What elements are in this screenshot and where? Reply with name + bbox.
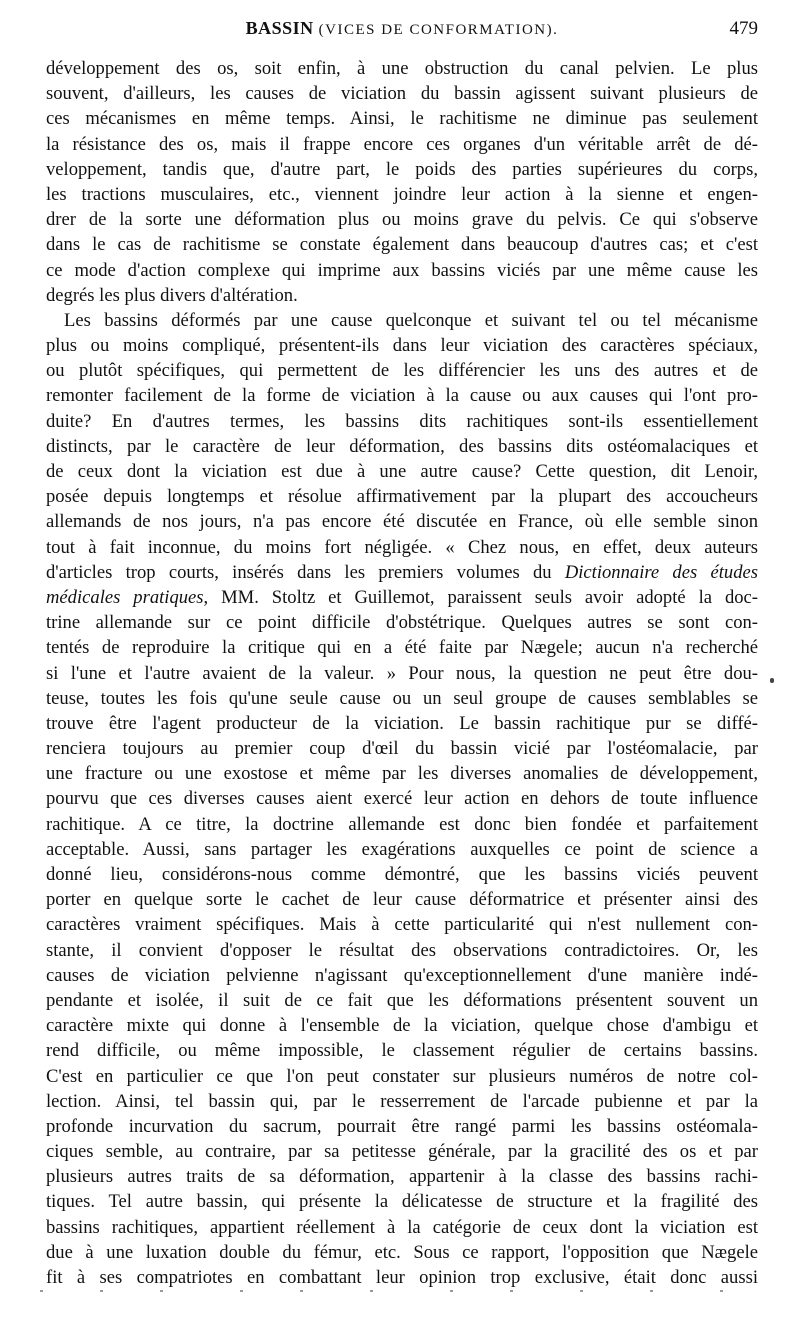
text-line: due à une luxation double du fémur, etc. Sous ce rapport, l'opposition que Nægele [46,1241,758,1263]
text-line: tiques. Tel autre bassin, qui présente la délicatesse de structure et la fragilité des [46,1191,758,1213]
text-line: tout à fait inconnue, du moins fort négligée. « Chez nous, en effet, deux auteurs [46,536,758,558]
running-title-main: BASSIN [245,18,314,38]
text-line: caractères vraiment spécifiques. Mais à cette particularité qui n'est nullement con- [46,914,758,936]
text-line: caractère mixte qui donne à l'ensemble de la viciation, quelque chose d'ambigu et [46,1015,758,1037]
text-line: si l'une et l'autre avaient de la valeur. » Pour nous, la question ne peut être dou- [46,662,758,684]
italic-title: Dictionnaire des études [564,561,758,583]
text-line: ces mécanismes en même temps. Ainsi, le rachitisme ne diminue pas seulement [46,108,758,130]
text-line: bassins rachitiques, appartient réellement à la catégorie de ceux dont la viciation est [46,1216,758,1238]
text-line: rachitique. A ce titre, la doctrine allemande est donc bien fondée et parfaitement [46,813,758,835]
text-line: veloppement, tandis que, d'autre part, le poids des parties supérieures du corps, [46,158,758,180]
text-line: lection. Ainsi, tel bassin qui, par le resserrement de l'arcade pubienne et par la [46,1090,758,1112]
text-line-with-italic [46,560,758,585]
text-line: souvent, d'ailleurs, les causes de viciation du bassin agissent suivant plusieurs de [46,83,758,105]
text-line: une fracture ou une exostose et même par les diverses anomalies de développement, [46,763,758,785]
text-line: causes de viciation pelvienne n'agissant qu'exceptionnellement d'une manière indé- [46,964,758,986]
text-line: degrés les plus divers d'altération. [46,284,298,306]
text-line: stante, il convient d'opposer le résultat des observations contradictoires. Or, les [46,939,758,961]
text-line: pendante et isolée, il suit de ce fait que les déformations présentent souvent un [46,989,758,1011]
text-line: la résistance des os, mais il frappe encore ces organes d'un véritable arrêt de dé- [46,133,758,155]
text-line: ciques semble, au contraire, par sa petitesse générale, par la gracilité des os et par [46,1141,758,1163]
text-line: plusieurs autres traits de sa déformation, appartenir à la classe des bassins rachi- [46,1166,758,1188]
running-title [46,18,758,39]
text-line: porter en quelque sorte le cachet de leur cause déformatrice et présenter ainsi des [46,889,758,911]
body-text [46,56,758,1290]
text-line-segment: , MM. Stoltz et Guillemot, paraissent seuls avoir adopté la doc- [203,586,758,608]
text-line: drer de la sorte une déformation plus ou moins grave du pelvis. Ce qui s'observe [46,209,758,231]
text-line: tentés de reproduire la critique qui en a été faite par Nægele; aucun n'a recherché [46,637,758,659]
text-line: renciera toujours au premier coup d'œil du bassin vicié par l'ostéomalacie, par [46,738,758,760]
bottom-edge-specks [40,1290,760,1300]
text-line-segment: d'articles trop courts, insérés dans les premiers volumes du [46,561,552,583]
text-line: ce mode d'action complexe qui imprime aux bassins viciés par une même cause les [46,259,758,281]
text-line: pourvu que ces diverses causes aient exercé leur action en dehors de toute influence [46,788,758,810]
text-line: posée depuis longtemps et résolue affirmativement par la plupart des accoucheurs [46,486,758,508]
text-line: de ceux dont la viciation est due à une autre cause? Cette question, dit Lenoir, [46,461,758,482]
text-line: duite? En d'autres termes, les bassins dits rachitiques sont-ils essentiellement [46,410,758,432]
italic-title: médicales pratiques [46,586,204,608]
text-line: rend difficile, ou même impossible, le classement régulier de certains bassins. [46,1040,758,1062]
text-line: acceptable. Aussi, sans partager les exagérations auxquelles ce point de science a [46,838,758,860]
text-line: plus ou moins compliqué, présentent-ils dans leur viciation des caractères spéciaux, [46,335,758,357]
text-line: ou plutôt spécifiques, qui permettent de les différencier les uns des autres et de [46,360,758,382]
text-line-with-italic [46,585,758,610]
text-line: distincts, par le caractère de leur déformation, des bassins dits ostéomalaciques et [46,435,758,457]
text-line: les tractions musculaires, etc., viennent joindre leur action à la sienne et engen- [46,183,758,205]
text-line: trouve être l'agent producteur de la viciation. Le bassin rachitique pur se diffé- [46,712,758,734]
text-line: développement des os, soit enfin, à une obstruction du canal pelvien. Le plus [46,58,758,79]
text-line: allemands de nos jours, n'a pas encore été discutée en France, où elle semble sinon [46,511,758,533]
ink-speck [770,678,774,683]
text-line: trine allemande sur ce point difficile d'obstétrique. Quelques autres se sont con- [46,612,758,634]
text-line: dans le cas de rachitisme se constate également dans beaucoup d'autres cas; et c'est [46,234,758,256]
text-line: profonde incurvation du sacrum, pourrait être rangé parmi les bassins ostéomala- [46,1115,758,1137]
text-line: C'est en particulier ce que l'on peut constater sur plusieurs numéros de notre col- [46,1065,758,1087]
running-head [46,18,758,46]
paragraph-first-line: Les bassins déformés par une cause quelconque et suivant tel ou tel mécanisme [64,309,758,331]
text-line: teuse, toutes les fois qu'une seule cause ou un seul groupe de causes semblables se [46,687,758,709]
page-number: 479 [729,18,758,39]
text-line: remonter facilement de la forme de viciation à la cause ou aux causes qui l'ont pro- [46,385,758,407]
text-line: donné lieu, considérons-nous comme démontré, que les bassins viciés peuvent [46,864,758,885]
running-title-sub: (VICES DE CONFORMATION). [318,22,559,38]
text-line: fit à ses compatriotes en combattant leur opinion trop exclusive, était donc aussi [46,1267,758,1288]
